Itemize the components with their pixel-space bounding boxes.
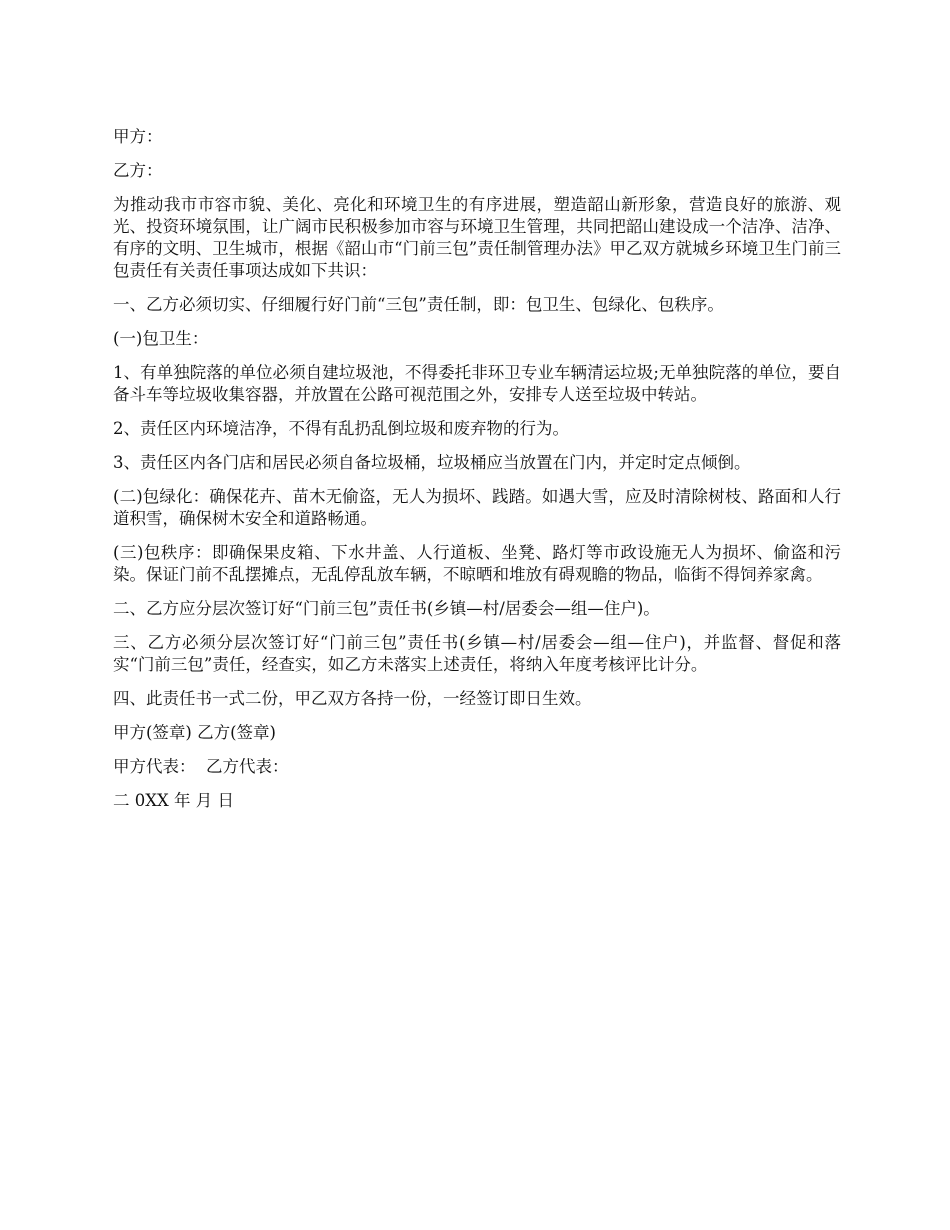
- section-order: (三)包秩序：即确保果皮箱、下水井盖、人行道板、坐凳、路灯等市政设施无人为损坏、偷盗和污染。保证门前不乱摆摊点，无乱停乱放车辆，不晾晒和堆放有碍观瞻的物品，临街不得饲养家禽。: [113, 543, 841, 584]
- representative-line: 甲方代表： 乙方代表：: [113, 757, 289, 776]
- sanitation-item-3: 3、责任区内各门店和居民必须自备垃圾桶，垃圾桶应当放置在门内，并定时定点倾倒。: [113, 453, 751, 472]
- sanitation-item-1: 1、有单独院落的单位必须自建垃圾池，不得委托非环卫专业车辆清运垃圾;无单独院落的单位，要自备斗车等垃圾收集容器，并放置在公路可视范围之外，安排专人送至垃圾中转站。: [113, 363, 841, 404]
- document-body: [113, 126, 841, 824]
- clause-four: 四、此责任书一式二份，甲乙双方各持一份，一经签订即日生效。: [113, 689, 592, 708]
- sanitation-item-2: 2、责任区内环境洁净，不得有乱扔乱倒垃圾和废弃物的行为。: [113, 419, 569, 438]
- section-greening: (二)包绿化：确保花卉、苗木无偷盗，无人为损坏、践踏。如遇大雪，应及时清除树枝、路面和人行道积雪，确保树木安全和道路畅通。: [113, 487, 841, 528]
- party-b-line: 乙方：: [113, 161, 163, 180]
- preamble-paragraph: 为推动我市市容市貌、美化、亮化和环境卫生的有序进展，塑造韶山新形象，营造良好的旅游、观光、投资环境氛围，让广阔市民积极参加市容与环境卫生管理，共同把韶山建设成一个洁净、洁净、有序的文明、卫生城市，根据《韶山市“门前三包”责任制管理办法》甲乙双方就城乡环境卫生门前三包责任有关责任事项达成如下共识：: [113, 195, 841, 280]
- date-line: 二 0XX 年 月 日: [113, 791, 234, 810]
- clause-three: 三、乙方必须分层次签订好“门前三包”责任书(乡镇—村/居委会—组—住户)，并监督、督促和落实“门前三包”责任，经查实，如乙方未落实上述责任，将纳入年度考核评比计分。: [113, 633, 841, 674]
- clause-two: 二、乙方应分层次签订好“门前三包”责任书(乡镇—村/居委会—组—住户)。: [113, 599, 660, 618]
- signature-line: 甲方(签章) 乙方(签章): [113, 723, 276, 742]
- clause-one: 一、乙方必须切实、仔细履行好门前“三包”责任制，即：包卫生、包绿化、包秩序。: [113, 295, 724, 314]
- party-a-line: 甲方：: [113, 127, 163, 146]
- section-sanitation-heading: (一)包卫生：: [113, 329, 209, 348]
